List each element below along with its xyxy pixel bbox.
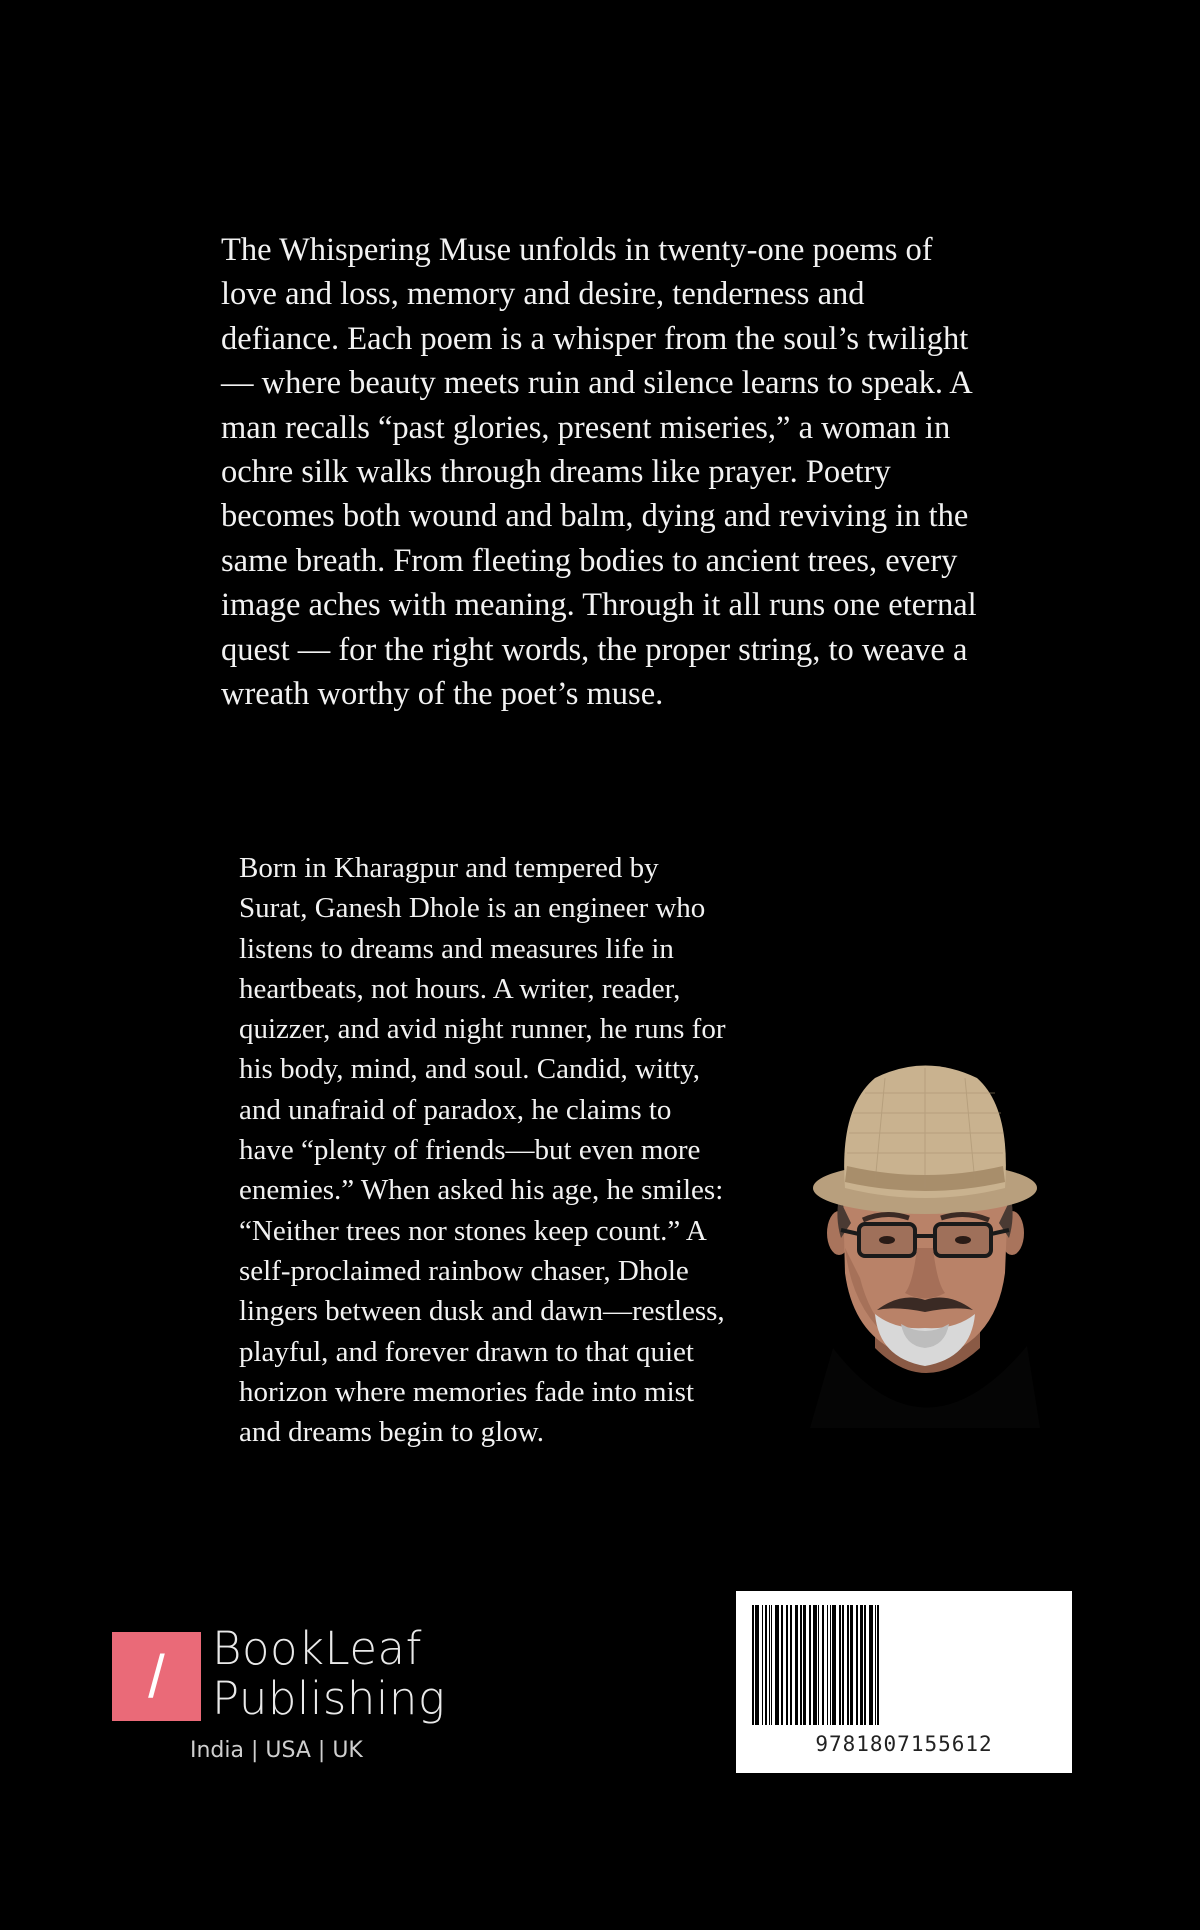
author-photo [805, 1048, 1045, 1428]
bio-line: Surat, Ganesh Dhole is an engineer who [239, 892, 706, 925]
bio-line: Born in Kharagpur and tempered by [239, 852, 659, 884]
blurb-line: man recalls “past glories, present miseries,” a woman in [221, 409, 951, 446]
bio-line: “Neither trees nor stones keep count.” A [239, 1214, 707, 1247]
barcode-bar [755, 1605, 759, 1725]
blurb-line: same breath. From fleeting bodies to ancient trees, every [221, 542, 958, 579]
barcode-bar [827, 1605, 828, 1725]
bio-line: horizon where memories fade into mist [239, 1375, 695, 1408]
bookleaf-logo-icon [112, 1632, 201, 1721]
blurb-line: — where beauty meets ruin and silence learns to speak. A [221, 365, 973, 402]
publisher-regions: India | USA | UK [190, 1738, 363, 1763]
barcode-bar [860, 1605, 863, 1725]
barcode-bar [765, 1605, 767, 1725]
isbn-barcode [736, 1591, 1072, 1773]
barcode-bar [813, 1605, 817, 1725]
barcode-bar [830, 1605, 831, 1725]
barcode-bar [786, 1605, 788, 1725]
blurb-line: wreath worthy of the poet’s muse. [221, 676, 664, 713]
blurb-line: The Whispering Muse unfolds in twenty-one poems of [221, 232, 933, 268]
barcode-bar [818, 1605, 819, 1725]
barcode-bar [875, 1605, 876, 1725]
barcode-bar [856, 1605, 858, 1725]
bio-line: have “plenty of friends—but even more [239, 1134, 701, 1167]
blurb-line: ochre silk walks through dreams like prayer. Poetry [221, 454, 891, 491]
barcode-bar [771, 1605, 772, 1725]
bio-line: listens to dreams and measures life in [239, 932, 674, 965]
isbn-number: 9781807155612 [815, 1732, 993, 1756]
logo-slash: / [148, 1643, 165, 1710]
bio-line: and unafraid of paradox, he claims to [239, 1093, 672, 1126]
barcode-bar [795, 1605, 798, 1725]
barcode-bar [850, 1605, 853, 1725]
blurb-line: becomes both wound and balm, dying and reviving in the [221, 498, 969, 535]
barcode-bar [822, 1605, 824, 1725]
blurb-line: quest — for the right words, the proper string, to weave a [221, 631, 968, 668]
barcode-bar [832, 1605, 836, 1725]
barcode-bar [752, 1605, 754, 1725]
barcode-bar [839, 1605, 841, 1725]
barcode-bar [800, 1605, 802, 1725]
barcode-bars [750, 1605, 1058, 1725]
blurb-line: image aches with meaning. Through it all runs one eternal [221, 587, 977, 624]
barcode-bar [762, 1605, 763, 1725]
barcode-bar [864, 1605, 866, 1725]
blurb-line: defiance. Each poem is a whisper from the soul’s twilight [221, 320, 969, 357]
book-blurb [221, 228, 1021, 716]
publisher-name-line2: Publishing [212, 1672, 446, 1725]
barcode-bar [790, 1605, 792, 1725]
barcode-bar [775, 1605, 779, 1725]
barcode-bar [803, 1605, 806, 1725]
bio-line: his body, mind, and soul. Candid, witty, [239, 1053, 701, 1086]
publisher-name-line1: BookLeaf [212, 1622, 422, 1675]
bio-line: self-proclaimed rainbow chaser, Dhole [239, 1254, 689, 1287]
barcode-bar [781, 1605, 783, 1725]
barcode-bar [847, 1605, 849, 1725]
barcode-bar [809, 1605, 811, 1725]
bio-line: enemies.” When asked his age, he smiles: [239, 1174, 724, 1207]
bio-line: playful, and forever drawn to that quiet [239, 1335, 694, 1368]
bio-line: and dreams begin to glow. [239, 1416, 544, 1449]
bio-line: heartbeats, not hours. A writer, reader, [239, 972, 681, 1005]
barcode-bar [877, 1605, 879, 1725]
blurb-line: love and loss, memory and desire, tenderness and [221, 276, 865, 313]
publisher-name [212, 1624, 445, 1724]
author-bio [239, 848, 774, 1452]
barcode-bar [869, 1605, 873, 1725]
barcode-bar [769, 1605, 770, 1725]
barcode-bar [842, 1605, 844, 1725]
bio-line: quizzer, and avid night runner, he runs for [239, 1013, 726, 1046]
bio-line: lingers between dusk and dawn—restless, [239, 1295, 725, 1328]
